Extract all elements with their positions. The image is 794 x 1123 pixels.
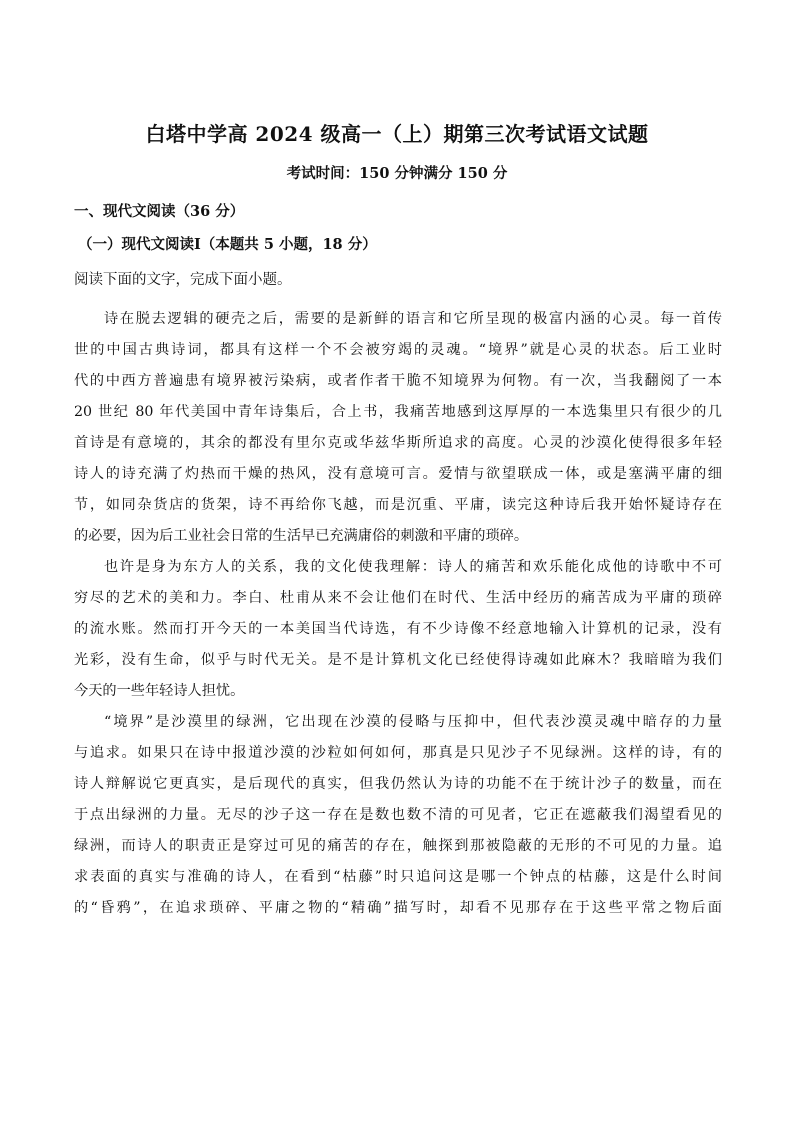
passage-line: 诗人的诗充满了灼热而干燥的热风，没有意境可言。爱情与欲望联成一体，或是塞满平庸的细	[74, 466, 722, 482]
passage-line: “境界”是沙漠里的绿洲，它出现在沙漠的侵略与压抑中，但代表沙漠灵魂中暗存的力量	[104, 714, 722, 730]
exam-title: 白塔中学高 2024 级高一（上）期第三次考试语文试题	[145, 122, 649, 146]
passage-paragraph-3	[74, 707, 722, 924]
reading-passage	[74, 304, 722, 924]
exam-time-info: 考试时间：150 分钟满分 150 分	[286, 165, 508, 182]
passage-line: 世的中国古典诗词，都具有这样一个不会被穷竭的灵魂。“境界”就是心灵的状态。后工业时	[74, 342, 722, 358]
passage-line: 代的中西方普遍患有境界被污染病，或者作者干脆不知境界为何物。有一次，当我翻阅了一本	[74, 373, 722, 389]
passage-line: 的“昏鸦”，在追求琐碎、平庸之物的“精确”描写时，却看不见那存在于这些平常之物后面	[74, 900, 722, 916]
passage-line: 的必要，因为后工业社会日常的生活早已充满庸俗的刺激和平庸的琐碎。	[74, 528, 529, 544]
passage-line: 今天的一些年轻诗人担忧。	[74, 683, 245, 699]
passage-line: 穷尽的艺术的美和力。李白、杜甫从来不会让他们在时代、生活中经历的痛苦成为平庸的琐碎	[74, 590, 722, 606]
passage-paragraph-2	[74, 552, 722, 707]
reading-instruction: 阅读下面的文字，完成下面小题。	[74, 272, 292, 288]
passage-line: 也许是身为东方人的关系，我的文化使我理解：诗人的痛苦和欢乐能化成他的诗歌中不可	[104, 559, 722, 575]
passage-line: 20 世纪 80 年代美国中青年诗集后，合上书，我痛苦地感到这厚厚的一本选集里只有很少的几	[74, 404, 722, 420]
passage-line: 的流水账。然而打开今天的一本美国当代诗选，有不少诗像不经意地输入计算机的记录，没有	[74, 621, 722, 637]
passage-line: 节，如同杂货店的货架，诗不再给你飞越，而是沉重、平庸，读完这种诗后我开始怀疑诗存在	[74, 497, 722, 513]
passage-line: 诗人辩解说它更真实，是后现代的真实，但我仍然认为诗的功能不在于统计沙子的数量，而在	[74, 776, 722, 792]
subsection-heading: （一）现代文阅读Ⅰ（本题共 5 小题，18 分）	[78, 236, 377, 253]
passage-line: 诗在脱去逻辑的硬壳之后，需要的是新鲜的语言和它所呈现的极富内涵的心灵。每一首传	[104, 311, 722, 327]
section-heading: 一、现代文阅读（36 分）	[74, 203, 245, 220]
passage-line: 与追求。如果只在诗中报道沙漠的沙粒如何如何，那真是只见沙子不见绿洲。这样的诗，有的	[74, 745, 722, 761]
passage-line: 光彩，没有生命，似乎与时代无关。是不是计算机文化已经使得诗魂如此麻木？我暗暗为我们	[74, 652, 722, 668]
passage-paragraph-1	[74, 304, 722, 552]
passage-line: 于点出绿洲的力量。无尽的沙子这一存在是数也数不清的可见者，它正在遮蔽我们渴望看见的	[74, 807, 722, 823]
passage-line: 绿洲，而诗人的职责正是穿过可见的痛苦的存在，触探到那被隐蔽的无形的不可见的力量。追	[74, 838, 722, 854]
passage-line: 求表面的真实与准确的诗人，在看到“枯藤”时只追问这是哪一个钟点的枯藤，这是什么时间	[74, 869, 722, 885]
passage-line: 首诗是有意境的，其余的都没有里尔克或华兹华斯所追求的高度。心灵的沙漠化使得很多年轻	[74, 435, 722, 451]
